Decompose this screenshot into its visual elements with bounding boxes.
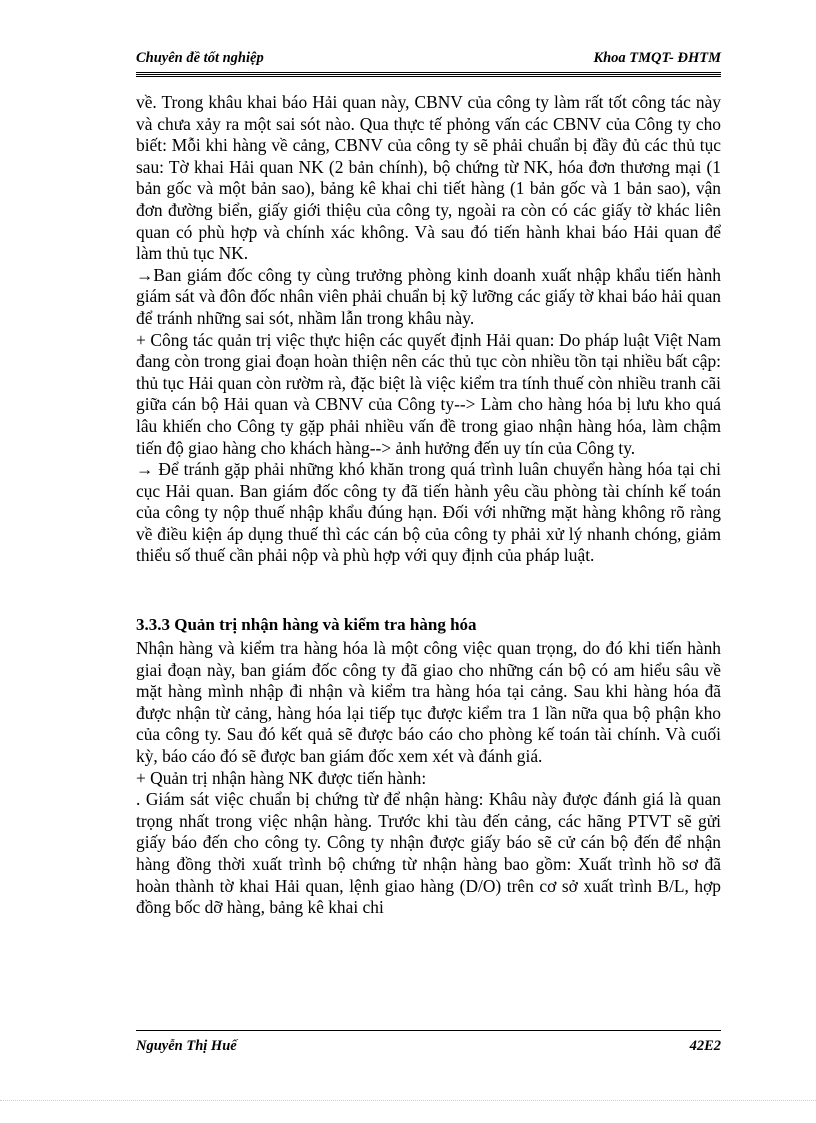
footer-author: Nguyễn Thị Huế — [136, 1038, 237, 1054]
header-right-title: Khoa TMQT- ĐHTM — [593, 50, 721, 66]
section-heading: 3.3.3 Quản trị nhận hàng và kiểm tra hàng hóa — [136, 615, 477, 635]
footer-rule — [136, 1030, 721, 1031]
page-bottom-dotted-line — [0, 1100, 816, 1101]
spacer — [136, 567, 721, 612]
header-left-title: Chuyên đề tốt nghiệp — [136, 50, 264, 66]
paragraph: . Giám sát việc chuẩn bị chứng từ để nhận hàng: Khâu này được đánh giá là quan trọng nhất trong việc nhận hàng. Trước khi tàu đến cảng, các hãng PTVT sẽ gửi giấy báo đến cho công ty. Công ty nhận được giấy báo sẽ cử cán bộ đến để nhận hàng đồng thời xuất trình bộ chứng từ nhận hàng bao gồm: Xuất trình hồ sơ đã hoàn thành tờ khai Hải quan, lệnh giao hàng (D/O) trên cơ sở xuất trình B/L, hợp đồng bốc dỡ hàng, bảng kê khai chi — [136, 789, 721, 918]
paragraph: →Ban giám đốc công ty cùng trưởng phòng kinh doanh xuất nhập khẩu tiến hành giám sát và đôn đốc nhân viên phải chuẩn bị kỹ lưỡng các giấy tờ khai báo hải quan để tránh những sai sót, nhầm lẫn trong khâu này. — [136, 264, 721, 328]
header-rule — [136, 72, 721, 77]
paragraph: + Quản trị nhận hàng NK được tiến hành: — [136, 767, 427, 788]
paragraph: + Công tác quản trị việc thực hiện các quyết định Hải quan: Do pháp luật Việt Nam đang còn trong giai đoạn hoàn thiện nên các thủ tục còn nhiều tồn tại nhiều bất cập: thủ tục Hải quan còn rườm rà, đặc biệt là việc kiểm tra tính thuế còn nhiều tranh cãi giữa cán bộ Hải quan và CBNV của Công ty--> Làm cho hàng hóa bị lưu kho quá lâu khiến cho Công ty gặp phải nhiều vấn đề trong giao nhận hàng hóa, làm chậm tiến độ giao hàng cho khách hàng--> ảnh hưởng đến uy tín của Công ty. — [136, 329, 721, 458]
document-body — [136, 92, 721, 919]
paragraph: Nhận hàng và kiểm tra hàng hóa là một công việc quan trọng, do đó khi tiến hành giai đoạn này, ban giám đốc công ty đã giao cho những cán bộ có am hiểu sâu về mặt hàng mình nhập đi nhận và kiểm tra hàng hóa tại cảng. Sau khi hàng hóa đã được nhận từ cảng, hàng hóa lại tiếp tục được kiểm tra 1 lần nữa qua bộ phận kho của công ty. Sau đó kết quả sẽ được báo cáo cho phòng kế toán tài chính. Và cuối kỳ, báo cáo đó sẽ được ban giám đốc xem xét và đánh giá. — [136, 638, 721, 767]
paragraph: → Để tránh gặp phải những khó khăn trong quá trình luân chuyển hàng hóa tại chi cục Hải quan. Ban giám đốc công ty đã tiến hành yêu cầu phòng tài chính kế toán của công ty nộp thuế nhập khẩu đúng hạn. Đối với những mặt hàng không rõ ràng về điều kiện áp dụng thuế thì các cán bộ của công ty phải xử lý nhanh chóng, giảm thiểu số thuế cần phải nộp và phù hợp với quy định của pháp luật. — [136, 459, 721, 566]
page-header — [136, 48, 721, 70]
paragraph: về. Trong khâu khai báo Hải quan này, CBNV của công ty làm rất tốt công tác này và chưa xảy ra một sai sót nào. Qua thực tế phỏng vấn các CBNV của Công ty cho biết: Mỗi khi hàng về cảng, CBNV của công ty sẽ phải chuẩn bị đầy đủ các thủ tục sau: Tờ khai Hải quan NK (2 bản chính), bộ chứng từ NK, hóa đơn thương mại (1 bản gốc và một bản sao), bảng kê khai chi tiết hàng (1 bản gốc và 1 bản sao), vận đơn đường biển, giấy giới thiệu của công ty, ngoài ra còn có các giấy tờ khác liên quan có phù hợp và chính xác không. Và sau đó tiến hành khai báo Hải quan để làm thủ tục NK. — [136, 92, 721, 264]
footer-class-code: 42E2 — [689, 1038, 721, 1054]
